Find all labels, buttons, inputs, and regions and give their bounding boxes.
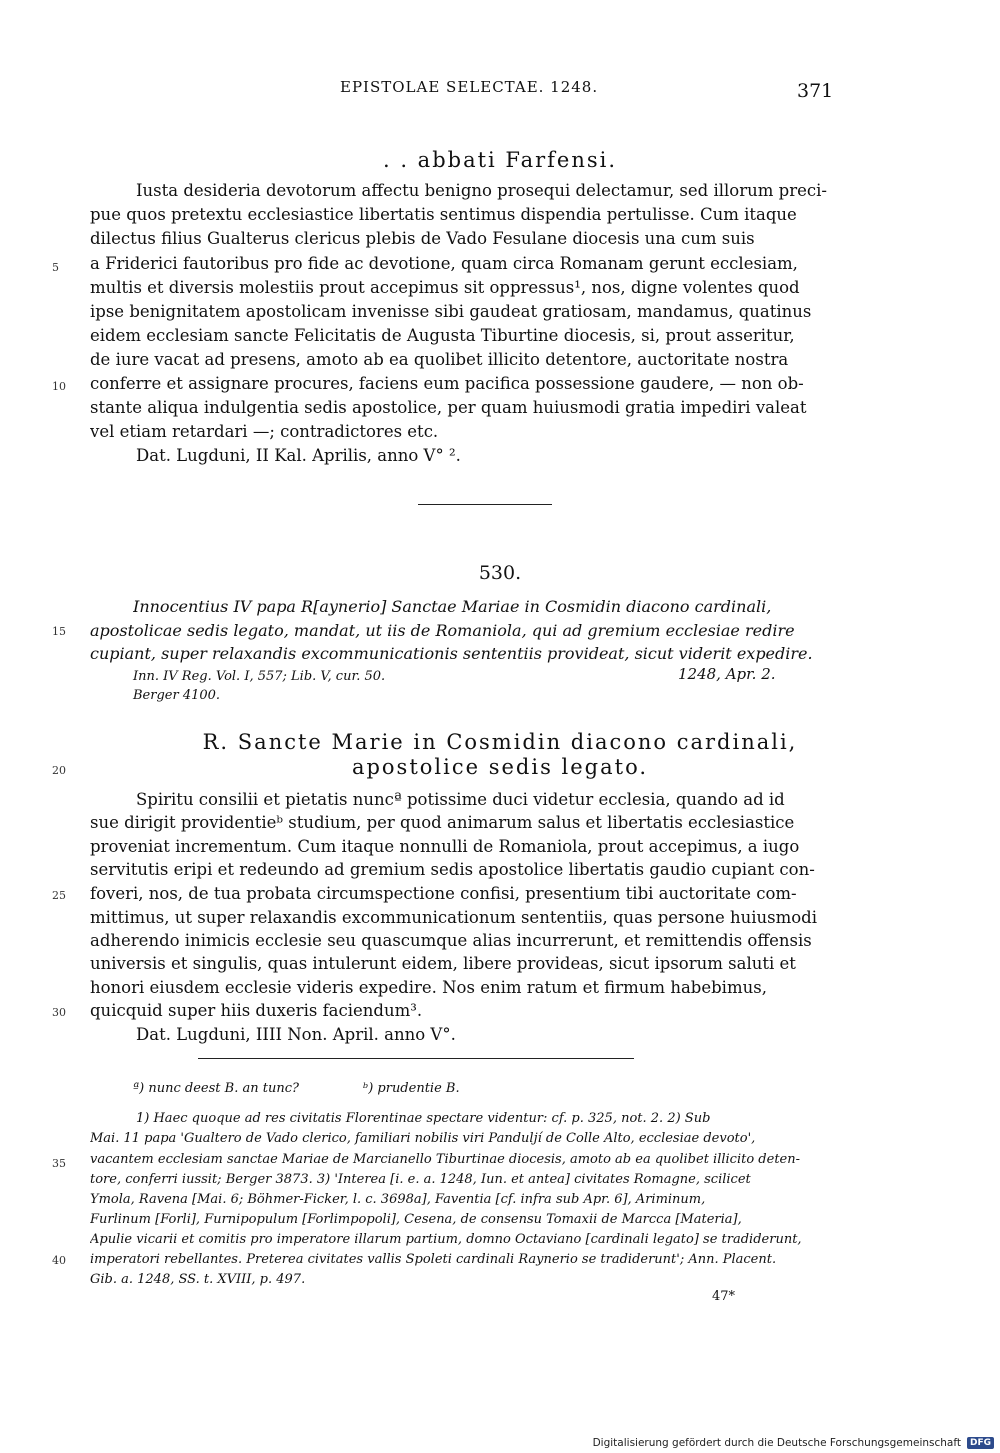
footnote-line: vacantem ecclesiam sanctae Mariae de Marcianello Tiburtinae diocesis, amoto ab ea quolibet illicito deten- — [90, 1152, 800, 1167]
dfg-logo: DFG — [967, 1437, 994, 1449]
regest-line: cupiant, super relaxandis excommunicationis sententiis provideat, sicut viderit expedire. — [90, 644, 813, 663]
text-line: vel etiam retardari —; contradictores etc. — [90, 422, 439, 441]
running-title: EPISTOLAE SELECTAE. 1248. — [340, 78, 599, 96]
variant-note-b: ᵇ) prudentie B. — [363, 1081, 460, 1096]
digitization-footer — [587, 1433, 1000, 1453]
footnote-separator — [198, 1058, 634, 1059]
source-reference: Inn. IV Reg. Vol. I, 557; Lib. V, cur. 50. — [133, 669, 386, 684]
address-heading-line2: apostolice sedis legato. — [351, 755, 649, 779]
text-line: de iure vacat ad presens, amoto ab ea quolibet illicito detentore, auctoritate nostra — [90, 350, 789, 369]
regest-line: apostolicae sedis legato, mandat, ut iis de Romaniola, qui ad gremium ecclesiae redire — [90, 621, 795, 640]
regest-line: Innocentius IV papa R[aynerio] Sanctae Mariae in Cosmidin diacono cardinali, — [133, 597, 772, 616]
text-line: eidem ecclesiam sancte Felicitatis de Augusta Tiburtine diocesis, si, prout asseritur, — [90, 326, 795, 345]
dating-clause: Dat. Lugduni, II Kal. Aprilis, anno V° ². — [136, 446, 461, 465]
text-line: a Friderici fautoribus pro fide ac devotione, quam circa Romanam gerunt ecclesiam, — [90, 254, 798, 273]
footnote-line: Mai. 11 papa 'Gualtero de Vado clerico, familiari nobilis viri Panduljí de Colle Alto, ecclesiae devoto', — [90, 1131, 756, 1146]
footnote-line: Furlinum [Forli], Furnipopulum [Forlimpopoli], Cesena, de consensu Tomaxii de Marcca [Materia], — [90, 1212, 742, 1227]
text-line: pue quos pretextu ecclesiastice libertatis sentimus dispendia pertulisse. Cum itaque — [90, 205, 797, 224]
document-date: 1248, Apr. 2. — [678, 665, 776, 683]
text-line: multis et diversis molestiis prout accepimus sit oppressus¹, nos, digne volentes quod — [90, 278, 800, 297]
line-number: 25 — [52, 889, 66, 902]
line-number: 20 — [52, 764, 66, 777]
text-line: stante aliqua indulgentia sedis apostolice, per quam huiusmodi gratia impediri valeat — [90, 398, 807, 417]
text-line: adherendo inimicis ecclesie seu quascumque alias incurrerunt, et remittendis offensis — [90, 931, 812, 950]
text-line: servitutis eripi et redeundo ad gremium sedis apostolice libertatis gaudio cupiant con- — [90, 860, 815, 879]
footnote-line: Apulie vicarii et comitis pro imperatore illarum partium, domno Octaviano [cardinali legato] se tradiderunt, — [90, 1232, 802, 1247]
separator-rule — [418, 504, 552, 505]
footnote-line: Ymola, Ravena [Mai. 6; Böhmer-Ficker, l. c. 3698a], Faventia [cf. infra sub Apr. 6], Ariminum, — [90, 1192, 706, 1207]
document-number: 530. — [478, 562, 522, 584]
footnote-line: 1) Haec quoque ad res civitatis Florentinae spectare videntur: cf. p. 325, not. 2. 2) Sub — [136, 1111, 711, 1126]
text-line: proveniat incrementum. Cum itaque nonnulli de Romaniola, prout accepimus, a iugo — [90, 837, 800, 856]
text-line: dilectus filius Gualterus clericus plebis de Vado Fesulane diocesis una cum suis — [90, 229, 755, 248]
text-line: conferre et assignare procures, faciens eum pacifica possessione gaudere, — non ob- — [90, 374, 804, 393]
text-line: foveri, nos, de tua probata circumspectione confisi, presentium tibi auctoritate com- — [90, 884, 797, 903]
text-line: ipse benignitatem apostolicam invenisse sibi gaudeat gratiosam, mandamus, quatinus — [90, 302, 812, 321]
text-line: universis et singulis, quas intulerunt eidem, libere provideas, sicut ipsorum saluti et — [90, 954, 796, 973]
line-number: 15 — [52, 625, 66, 638]
berger-reference: Berger 4100. — [133, 688, 221, 703]
line-number: 35 — [52, 1157, 66, 1170]
footnote-line: Gib. a. 1248, SS. t. XVIII, p. 497. — [90, 1272, 306, 1287]
text-line: sue dirigit providentieᵇ studium, per quod animarum salus et libertatis ecclesiastice — [90, 813, 795, 832]
text-line: mittimus, ut super relaxandis excommunicationum sententiis, quas persone huiusmodi — [90, 908, 818, 927]
address-heading-line1: R. Sancte Marie in Cosmidin diacono cardinali, — [202, 730, 798, 754]
variant-note-a: ª) nunc deest B. an tunc? — [133, 1081, 299, 1096]
letter1-heading: . . abbati Farfensi. — [382, 148, 618, 172]
page-number: 371 — [797, 80, 834, 102]
line-number: 30 — [52, 1006, 66, 1019]
dating-clause: Dat. Lugduni, IIII Non. April. anno V°. — [136, 1025, 456, 1044]
footnote-line: tore, conferri iussit; Berger 3873. 3) 'Interea [i. e. a. 1248, Iun. et antea] civitates Romagne, scilicet — [90, 1172, 751, 1187]
text-line: Spiritu consilii et pietatis nuncª potissime duci videtur ecclesia, quando ad id — [136, 790, 785, 809]
line-number: 40 — [52, 1254, 66, 1267]
footnote-line: imperatori rebellantes. Preterea civitates vallis Spoleti cardinali Raynerio se tradiderunt'; Ann. Placent. — [90, 1252, 777, 1267]
text-line: quicquid super hiis duxeris faciendum³. — [90, 1001, 423, 1020]
line-number: 5 — [52, 261, 59, 274]
text-line: Iusta desideria devotorum affectu benigno prosequi delectamur, sed illorum preci- — [136, 181, 827, 200]
signature-mark: 47* — [712, 1289, 736, 1304]
text-line: honori eiusdem ecclesie videris expedire. Nos enim ratum et firmum habebimus, — [90, 978, 767, 997]
line-number: 10 — [52, 380, 66, 393]
footer-text: Digitalisierung gefördert durch die Deutsche Forschungsgemeinschaft — [592, 1437, 961, 1449]
